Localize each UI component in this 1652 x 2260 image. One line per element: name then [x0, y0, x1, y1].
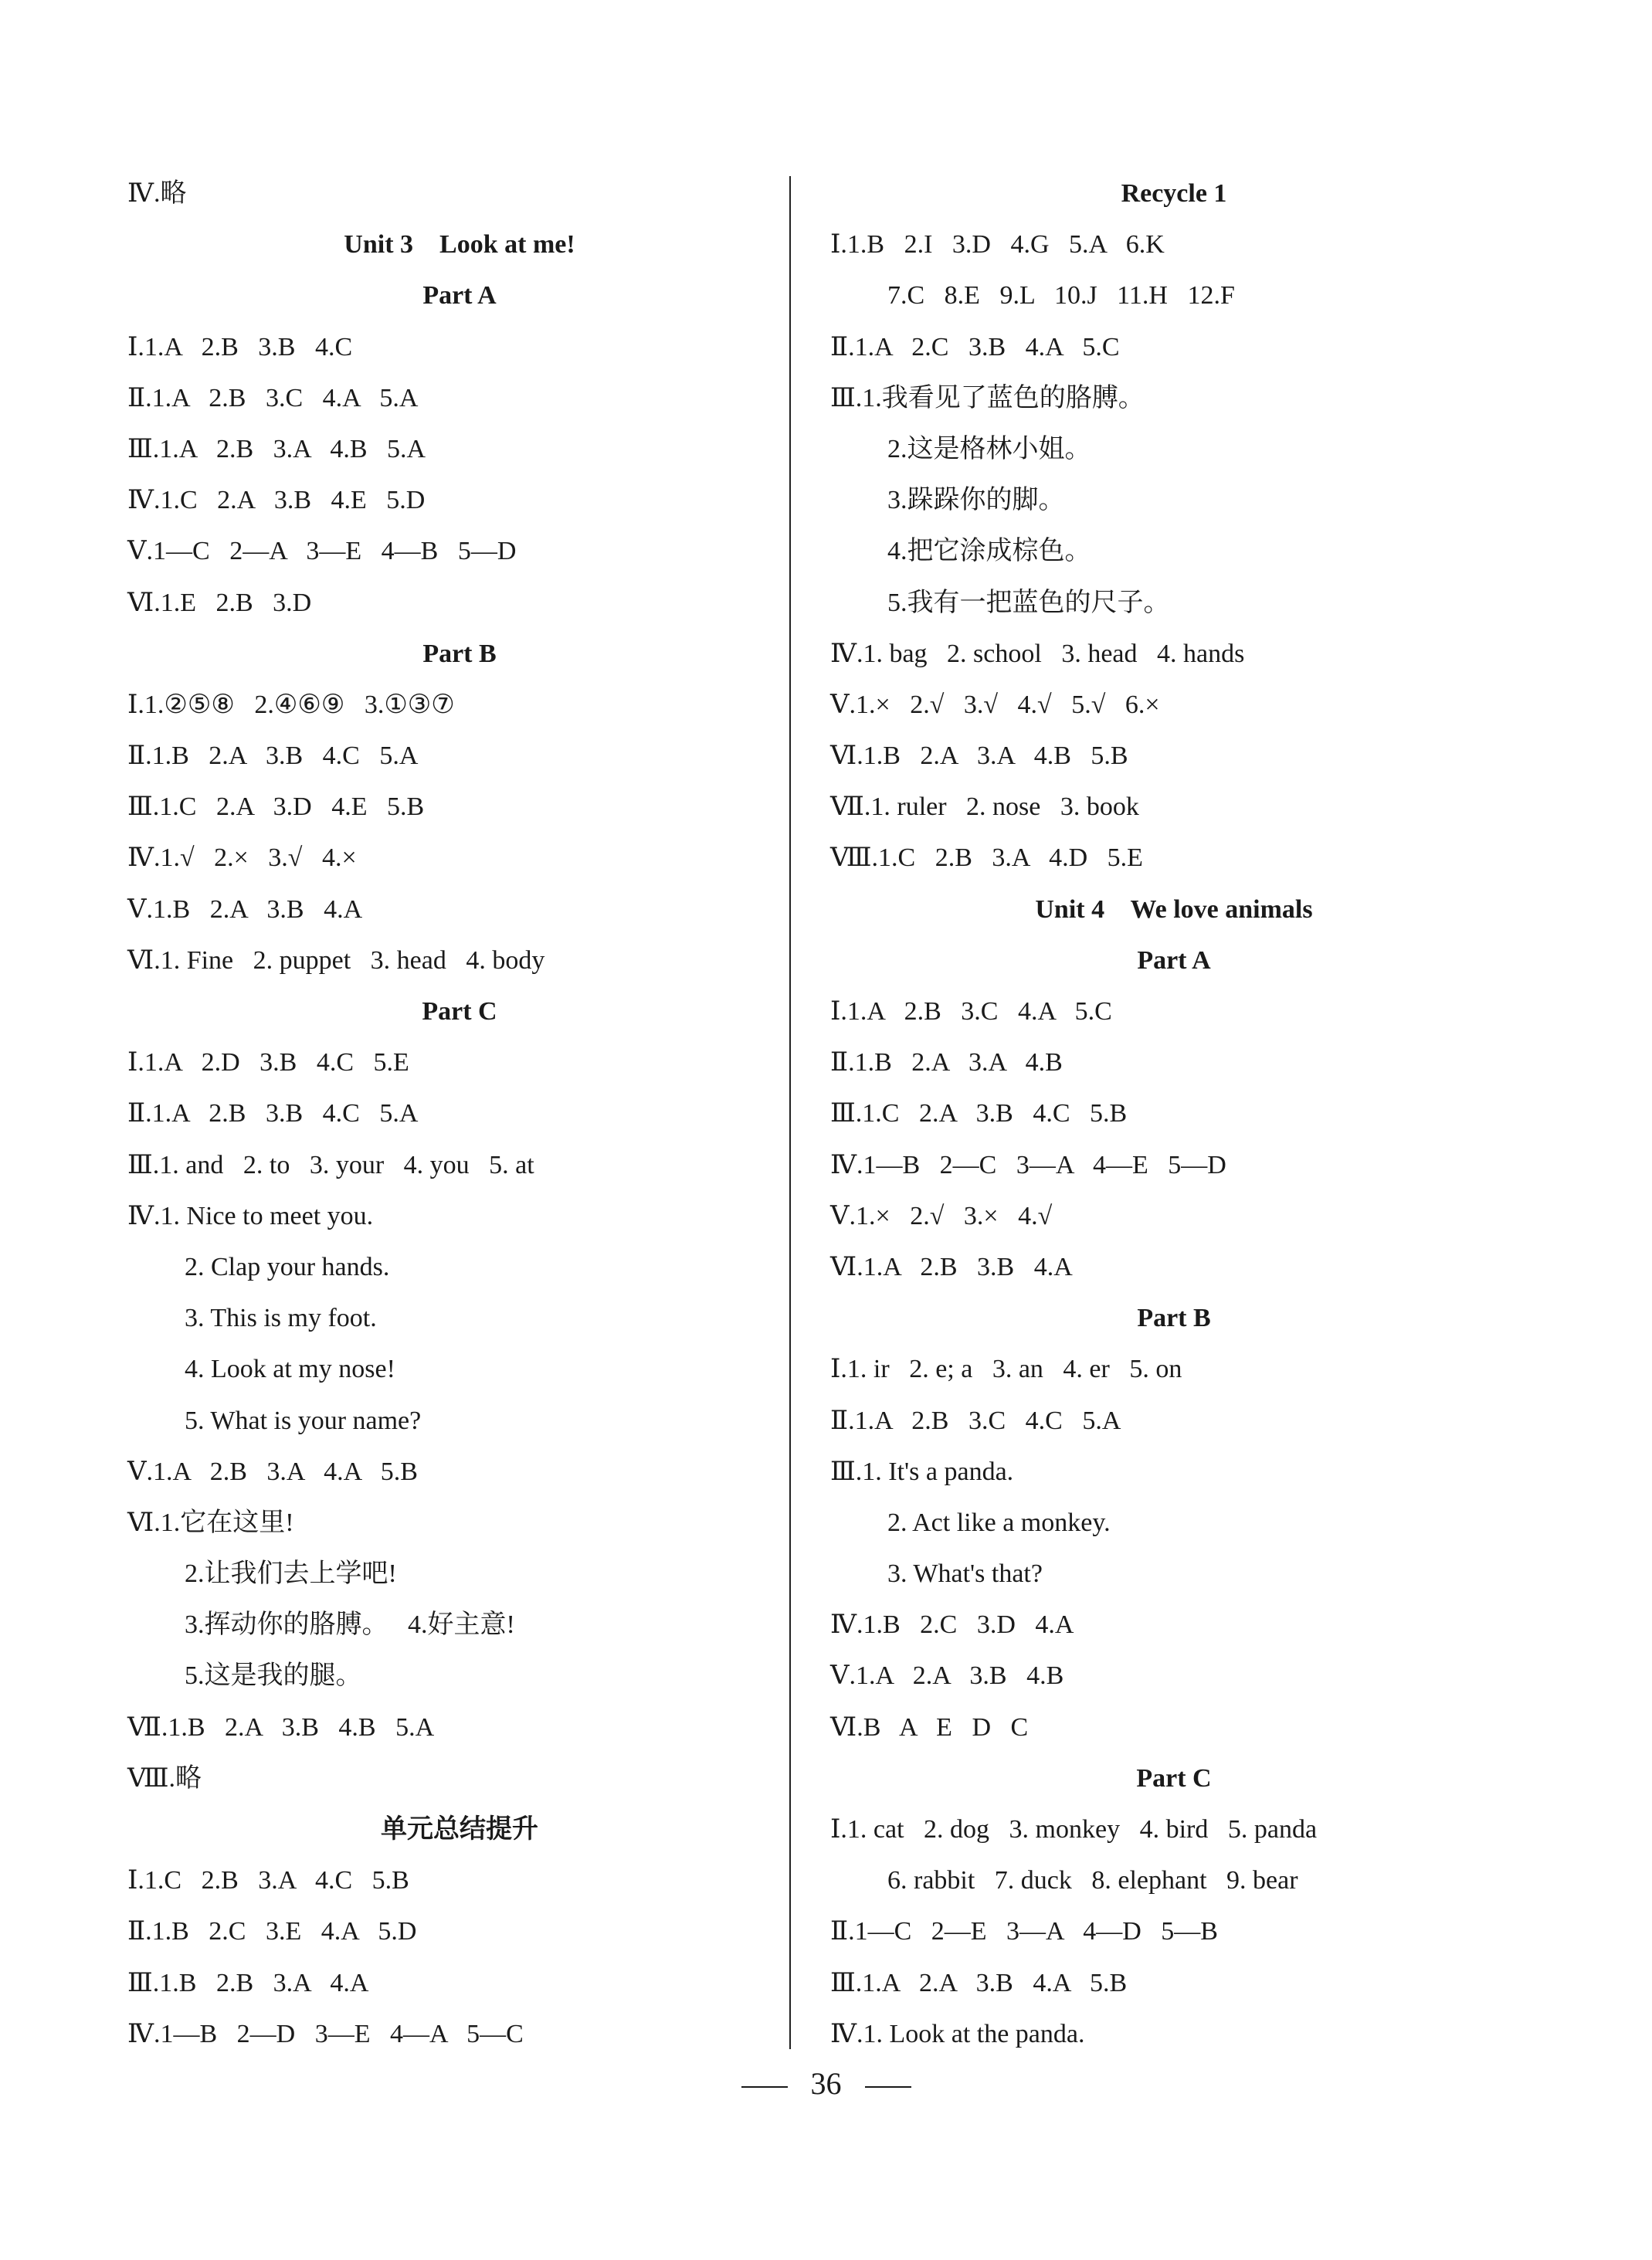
answer-line: Ⅳ.1. Nice to meet you.	[127, 1201, 374, 1230]
answer-line: Ⅲ.1.A 2.A 3.B 4.A 5.B	[830, 1968, 1128, 1997]
answer-line: Ⅲ.1.C 2.A 3.D 4.E 5.B	[127, 792, 425, 822]
answer-line: Ⅴ.1.A 2.A 3.B 4.B	[830, 1661, 1064, 1691]
answer-line: Ⅵ.1. Fine 2. puppet 3. head 4. body	[127, 945, 545, 975]
answer-line: 5. What is your name?	[185, 1406, 422, 1435]
answer-line: 7.C 8.E 9.L 10.J 11.H 12.F	[887, 281, 1235, 310]
answer-line: Ⅵ.1.它在这里!	[127, 1508, 294, 1537]
answer-line: Ⅳ.略	[127, 179, 187, 208]
answer-line: 5.这是我的腿。	[185, 1661, 362, 1691]
section-heading: Part C	[422, 997, 497, 1026]
section-heading: 单元总结提升	[381, 1815, 538, 1844]
answer-line: Ⅷ.略	[127, 1763, 202, 1793]
section-heading: Part A	[422, 281, 497, 310]
answer-line: Ⅳ.1.B 2.C 3.D 4.A	[830, 1610, 1074, 1640]
answer-line: Ⅳ.1. bag 2. school 3. head 4. hands	[830, 639, 1245, 668]
answer-line: Ⅲ.1.C 2.A 3.B 4.C 5.B	[830, 1099, 1128, 1128]
answer-line: Ⅲ.1. It's a panda.	[830, 1457, 1014, 1486]
answer-line: Ⅰ.1.C 2.B 3.A 4.C 5.B	[127, 1866, 409, 1895]
answer-line: Ⅳ.1—B 2—D 3—E 4—A 5—C	[127, 2019, 524, 2048]
answer-line: Ⅴ.1.A 2.B 3.A 4.A 5.B	[127, 1457, 418, 1486]
answer-line: Ⅵ.1.A 2.B 3.B 4.A	[830, 1252, 1073, 1281]
section-heading: Unit 4 We love animals	[1035, 894, 1313, 924]
section-heading: Part B	[422, 639, 497, 668]
section-heading: Part C	[1136, 1763, 1212, 1793]
answer-line: 2. Act like a monkey.	[887, 1508, 1111, 1537]
answer-line: Ⅱ.1.A 2.B 3.B 4.C 5.A	[127, 1099, 419, 1128]
page-number-dash-left	[741, 2086, 788, 2088]
page-number-dash-right	[865, 2086, 911, 2088]
answer-line: 3.挥动你的胳膊。 4.好主意!	[185, 1610, 515, 1640]
answer-line: Ⅶ.1.B 2.A 3.B 4.B 5.A	[127, 1712, 435, 1742]
answer-line: Ⅲ.1.A 2.B 3.A 4.B 5.A	[127, 434, 426, 463]
answer-line: Ⅳ.1.C 2.A 3.B 4.E 5.D	[127, 486, 426, 515]
answer-line: Ⅰ.1.A 2.B 3.C 4.A 5.C	[830, 997, 1112, 1026]
answer-line: Ⅰ.1.A 2.B 3.B 4.C	[127, 332, 353, 361]
answer-line: 2.这是格林小姐。	[887, 434, 1091, 463]
answer-line: Ⅴ.1.× 2.√ 3.× 4.√	[830, 1201, 1053, 1230]
answer-line: 3. This is my foot.	[185, 1304, 377, 1333]
answer-line: 2.让我们去上学吧!	[185, 1559, 397, 1589]
answer-line: Ⅴ.1—C 2—A 3—E 4—B 5—D	[127, 537, 517, 566]
page-number: 36	[810, 2066, 842, 2101]
answer-line: Ⅱ.1.A 2.B 3.C 4.A 5.A	[127, 383, 419, 412]
answer-line: 3.跺跺你的脚。	[887, 486, 1065, 515]
answer-line: Ⅰ.1. cat 2. dog 3. monkey 4. bird 5. panda	[830, 1815, 1318, 1844]
answer-line: Ⅶ.1. ruler 2. nose 3. book	[830, 792, 1139, 822]
answer-line: Ⅴ.1.B 2.A 3.B 4.A	[127, 894, 363, 924]
section-heading: Part B	[1137, 1304, 1211, 1333]
answer-line: 4.把它涂成棕色。	[887, 537, 1091, 566]
page-number-footer	[0, 2061, 1652, 2107]
answer-line: Ⅲ.1.B 2.B 3.A 4.A	[127, 1968, 369, 1997]
answer-line: Ⅰ.1.②⑤⑧ 2.④⑥⑨ 3.①③⑦	[127, 690, 455, 719]
answer-line: Ⅴ.1.× 2.√ 3.√ 4.√ 5.√ 6.×	[830, 690, 1160, 719]
right-column	[830, 168, 1518, 2060]
section-heading: Part A	[1137, 945, 1211, 975]
answer-line: Ⅵ.1.B 2.A 3.A 4.B 5.B	[830, 741, 1128, 771]
answer-line: Ⅳ.1. Look at the panda.	[830, 2019, 1085, 2048]
section-heading: Unit 3 Look at me!	[344, 230, 575, 260]
answer-line: Ⅲ.1. and 2. to 3. your 4. you 5. at	[127, 1150, 534, 1179]
answer-line: Ⅱ.1.B 2.A 3.B 4.C 5.A	[127, 741, 419, 771]
answer-line: Ⅰ.1.A 2.D 3.B 4.C 5.E	[127, 1048, 409, 1077]
answer-line: Ⅰ.1. ir 2. e; a 3. an 4. er 5. on	[830, 1355, 1182, 1384]
answer-line: 2. Clap your hands.	[185, 1252, 390, 1281]
answer-line: Ⅷ.1.C 2.B 3.A 4.D 5.E	[830, 843, 1143, 873]
column-divider	[789, 176, 791, 2049]
answer-line: 3. What's that?	[887, 1559, 1043, 1589]
left-column	[127, 168, 792, 2060]
answer-line: Ⅰ.1.B 2.I 3.D 4.G 5.A 6.K	[830, 230, 1165, 260]
answer-line: Ⅱ.1.B 2.C 3.E 4.A 5.D	[127, 1917, 417, 1946]
answer-line: 5.我有一把蓝色的尺子。	[887, 588, 1170, 617]
answer-line: Ⅳ.1.√ 2.× 3.√ 4.×	[127, 843, 357, 873]
answer-line: Ⅱ.1—C 2—E 3—A 4—D 5—B	[830, 1917, 1218, 1946]
answer-line: Ⅱ.1.B 2.A 3.A 4.B	[830, 1048, 1063, 1077]
answer-line: 6. rabbit 7. duck 8. elephant 9. bear	[887, 1866, 1298, 1895]
answer-line: Ⅳ.1—B 2—C 3—A 4—E 5—D	[830, 1150, 1226, 1179]
answer-line: Ⅲ.1.我看见了蓝色的胳膊。	[830, 383, 1145, 412]
answer-line: Ⅵ.1.E 2.B 3.D	[127, 588, 312, 617]
answer-line: Ⅵ.B A E D C	[830, 1712, 1029, 1742]
answer-line: Ⅱ.1.A 2.B 3.C 4.C 5.A	[830, 1406, 1121, 1435]
section-heading: Recycle 1	[1121, 179, 1227, 208]
answer-line: 4. Look at my nose!	[185, 1355, 395, 1384]
answer-line: Ⅱ.1.A 2.C 3.B 4.A 5.C	[830, 332, 1120, 361]
